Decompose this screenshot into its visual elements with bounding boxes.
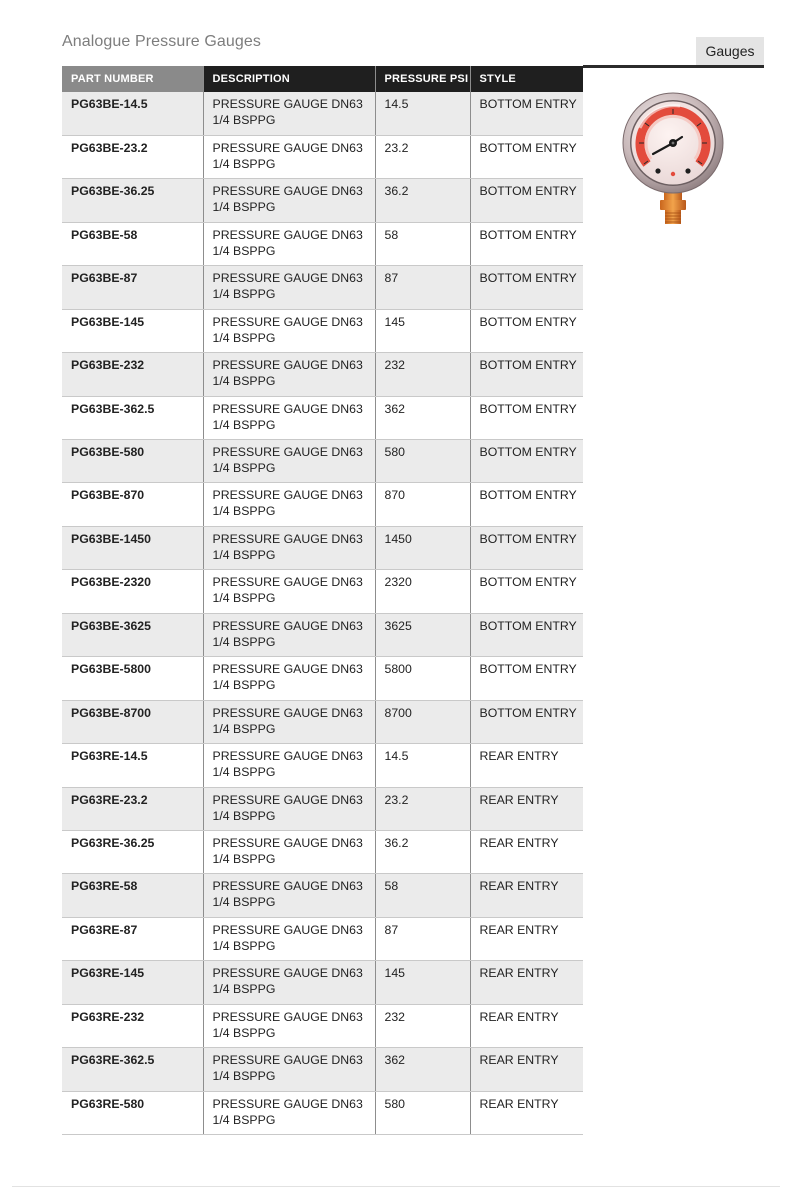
table-row <box>62 700 583 743</box>
description-line-2: 1/4 BSPPG <box>212 461 276 475</box>
table-row <box>62 1091 583 1134</box>
table-row <box>62 613 583 656</box>
table-row <box>62 874 583 917</box>
cell-part-number: PG63BE-232 <box>62 353 203 396</box>
gauge-table <box>62 66 583 1135</box>
column-header-description: DESCRIPTION <box>203 66 375 92</box>
cell-style: BOTTOM ENTRY <box>470 135 583 178</box>
description-line-1: PRESSURE GAUGE DN63 <box>212 531 363 546</box>
cell-style: BOTTOM ENTRY <box>470 483 583 526</box>
cell-description <box>203 1048 375 1091</box>
cell-style: BOTTOM ENTRY <box>470 700 583 743</box>
cell-style: BOTTOM ENTRY <box>470 657 583 700</box>
cell-style: BOTTOM ENTRY <box>470 179 583 222</box>
cell-style: BOTTOM ENTRY <box>470 570 583 613</box>
cell-description <box>203 1091 375 1134</box>
cell-description <box>203 222 375 265</box>
description-line-2: 1/4 BSPPG <box>212 678 276 693</box>
description-line-2: 1/4 BSPPG <box>212 634 276 649</box>
cell-pressure-psi: 2320 <box>375 570 470 613</box>
cell-pressure-psi: 362 <box>375 396 470 439</box>
description-line-2: 1/4 BSPPG <box>212 374 276 389</box>
table-row <box>62 1048 583 1091</box>
cell-part-number: PG63BE-87 <box>62 266 203 309</box>
cell-pressure-psi: 232 <box>375 353 470 396</box>
cell-style: BOTTOM ENTRY <box>470 396 583 439</box>
cell-description <box>203 874 375 917</box>
cell-style: REAR ENTRY <box>470 1004 583 1047</box>
cell-pressure-psi: 870 <box>375 483 470 526</box>
table-row <box>62 961 583 1004</box>
cell-description <box>203 526 375 569</box>
cell-part-number: PG63BE-36.25 <box>62 179 203 222</box>
description-line-2: 1/4 BSPPG <box>212 1025 276 1040</box>
cell-part-number: PG63RE-145 <box>62 961 203 1004</box>
table-row <box>62 526 583 569</box>
description-line-2: 1/4 BSPPG <box>212 851 276 866</box>
cell-pressure-psi: 23.2 <box>375 135 470 178</box>
table-row <box>62 92 583 135</box>
cell-part-number: PG63RE-14.5 <box>62 744 203 787</box>
description-line-1: PRESSURE GAUGE DN63 <box>212 879 363 894</box>
table-row <box>62 440 583 483</box>
description-line-2: 1/4 BSPPG <box>212 591 276 606</box>
cell-style: BOTTOM ENTRY <box>470 266 583 309</box>
cell-description <box>203 396 375 439</box>
cell-part-number: PG63BE-145 <box>62 309 203 352</box>
cell-style: BOTTOM ENTRY <box>470 309 583 352</box>
description-line-2: 1/4 BSPPG <box>212 721 276 736</box>
cell-pressure-psi: 232 <box>375 1004 470 1047</box>
table-row <box>62 353 583 396</box>
cell-pressure-psi: 14.5 <box>375 92 470 135</box>
description-line-2: 1/4 BSPPG <box>212 113 276 127</box>
cell-part-number: PG63BE-3625 <box>62 613 203 656</box>
section-tab-gauges[interactable]: Gauges <box>696 37 764 65</box>
cell-style: REAR ENTRY <box>470 830 583 873</box>
cell-part-number: PG63RE-232 <box>62 1004 203 1047</box>
cell-description <box>203 266 375 309</box>
cell-part-number: PG63BE-58 <box>62 222 203 265</box>
header-divider <box>583 65 764 68</box>
description-line-1: PRESSURE GAUGE DN63 <box>212 227 363 242</box>
cell-part-number: PG63BE-580 <box>62 440 203 483</box>
cell-pressure-psi: 5800 <box>375 657 470 700</box>
cell-style: REAR ENTRY <box>470 1048 583 1091</box>
cell-part-number: PG63BE-23.2 <box>62 135 203 178</box>
description-line-2: 1/4 BSPPG <box>212 243 276 258</box>
description-line-2: 1/4 BSPPG <box>212 982 276 997</box>
page-title: Analogue Pressure Gauges <box>62 33 261 50</box>
cell-description <box>203 917 375 960</box>
cell-description <box>203 613 375 656</box>
description-line-1: PRESSURE GAUGE DN63 <box>212 749 363 764</box>
description-line-1: PRESSURE GAUGE DN63 <box>212 1009 363 1024</box>
table-row <box>62 396 583 439</box>
description-line-2: 1/4 BSPPG <box>212 200 276 215</box>
cell-style: REAR ENTRY <box>470 961 583 1004</box>
cell-part-number: PG63RE-58 <box>62 874 203 917</box>
description-line-1: PRESSURE GAUGE DN63 <box>212 358 363 373</box>
table-row <box>62 744 583 787</box>
cell-style: REAR ENTRY <box>470 744 583 787</box>
cell-description <box>203 309 375 352</box>
description-line-2: 1/4 BSPPG <box>212 156 276 171</box>
description-line-2: 1/4 BSPPG <box>212 547 276 562</box>
cell-style: BOTTOM ENTRY <box>470 613 583 656</box>
table-row <box>62 657 583 700</box>
description-line-1: PRESSURE GAUGE DN63 <box>212 922 363 937</box>
description-line-1: PRESSURE GAUGE DN63 <box>212 271 363 286</box>
description-line-2: 1/4 BSPPG <box>212 287 276 302</box>
description-line-2: 1/4 BSPPG <box>212 895 276 910</box>
cell-pressure-psi: 36.2 <box>375 179 470 222</box>
cell-description <box>203 570 375 613</box>
cell-description <box>203 744 375 787</box>
cell-part-number: PG63BE-870 <box>62 483 203 526</box>
cell-style: BOTTOM ENTRY <box>470 440 583 483</box>
description-line-1: PRESSURE GAUGE DN63 <box>212 488 363 503</box>
pressure-gauge-icon <box>620 92 726 228</box>
cell-part-number: PG63RE-362.5 <box>62 1048 203 1091</box>
table-row <box>62 917 583 960</box>
cell-style: REAR ENTRY <box>470 1091 583 1134</box>
description-line-2: 1/4 BSPPG <box>212 808 276 823</box>
table-header-row <box>62 66 583 92</box>
table-row <box>62 135 583 178</box>
description-line-1: PRESSURE GAUGE DN63 <box>212 314 363 329</box>
cell-description <box>203 700 375 743</box>
cell-pressure-psi: 145 <box>375 961 470 1004</box>
table-row <box>62 1004 583 1047</box>
cell-style: REAR ENTRY <box>470 787 583 830</box>
description-line-2: 1/4 BSPPG <box>212 1069 276 1084</box>
description-line-1: PRESSURE GAUGE DN63 <box>212 1096 363 1111</box>
description-line-1: PRESSURE GAUGE DN63 <box>212 662 363 677</box>
footer-divider <box>12 1186 780 1187</box>
cell-description <box>203 1004 375 1047</box>
description-line-2: 1/4 BSPPG <box>212 417 276 432</box>
cell-pressure-psi: 145 <box>375 309 470 352</box>
column-header-style: STYLE <box>470 66 583 92</box>
cell-style: BOTTOM ENTRY <box>470 222 583 265</box>
table-row <box>62 570 583 613</box>
cell-pressure-psi: 362 <box>375 1048 470 1091</box>
description-line-1: PRESSURE GAUGE DN63 <box>212 401 363 416</box>
cell-description <box>203 657 375 700</box>
cell-description <box>203 353 375 396</box>
cell-style: REAR ENTRY <box>470 874 583 917</box>
description-line-2: 1/4 BSPPG <box>212 330 276 345</box>
cell-pressure-psi: 580 <box>375 440 470 483</box>
cell-part-number: PG63BE-8700 <box>62 700 203 743</box>
cell-part-number: PG63BE-2320 <box>62 570 203 613</box>
cell-pressure-psi: 58 <box>375 874 470 917</box>
cell-style: BOTTOM ENTRY <box>470 92 583 135</box>
cell-part-number: PG63BE-5800 <box>62 657 203 700</box>
cell-pressure-psi: 87 <box>375 266 470 309</box>
cell-part-number: PG63RE-87 <box>62 917 203 960</box>
description-line-1: PRESSURE GAUGE DN63 <box>212 445 363 459</box>
table-row <box>62 483 583 526</box>
cell-pressure-psi: 580 <box>375 1091 470 1134</box>
description-line-2: 1/4 BSPPG <box>212 938 276 953</box>
description-line-1: PRESSURE GAUGE DN63 <box>212 835 363 850</box>
description-line-1: PRESSURE GAUGE DN63 <box>212 966 363 981</box>
description-line-1: PRESSURE GAUGE DN63 <box>212 618 363 633</box>
description-line-2: 1/4 BSPPG <box>212 765 276 780</box>
cell-pressure-psi: 8700 <box>375 700 470 743</box>
cell-description <box>203 179 375 222</box>
table-row <box>62 179 583 222</box>
description-line-1: PRESSURE GAUGE DN63 <box>212 184 363 199</box>
cell-style: REAR ENTRY <box>470 917 583 960</box>
cell-pressure-psi: 1450 <box>375 526 470 569</box>
description-line-1: PRESSURE GAUGE DN63 <box>212 792 363 807</box>
cell-description <box>203 787 375 830</box>
table-row <box>62 266 583 309</box>
table-row <box>62 787 583 830</box>
table-row <box>62 830 583 873</box>
cell-description <box>203 135 375 178</box>
cell-description <box>203 961 375 1004</box>
column-header-part-number: PART NUMBER <box>62 66 203 92</box>
description-line-2: 1/4 BSPPG <box>212 1112 276 1127</box>
description-line-1: PRESSURE GAUGE DN63 <box>212 575 363 590</box>
cell-style: BOTTOM ENTRY <box>470 353 583 396</box>
cell-part-number: PG63RE-23.2 <box>62 787 203 830</box>
cell-description <box>203 483 375 526</box>
description-line-1: PRESSURE GAUGE DN63 <box>212 705 363 720</box>
cell-description <box>203 92 375 135</box>
cell-style: BOTTOM ENTRY <box>470 526 583 569</box>
cell-pressure-psi: 87 <box>375 917 470 960</box>
cell-description <box>203 440 375 483</box>
cell-pressure-psi: 23.2 <box>375 787 470 830</box>
description-line-1: PRESSURE GAUGE DN63 <box>212 97 363 111</box>
description-line-1: PRESSURE GAUGE DN63 <box>212 140 363 155</box>
cell-description <box>203 830 375 873</box>
description-line-1: PRESSURE GAUGE DN63 <box>212 1053 363 1068</box>
table-body <box>62 92 583 1135</box>
cell-pressure-psi: 14.5 <box>375 744 470 787</box>
cell-part-number: PG63BE-1450 <box>62 526 203 569</box>
cell-part-number: PG63RE-36.25 <box>62 830 203 873</box>
column-header-pressure-psi: PRESSURE PSI <box>375 66 470 92</box>
cell-part-number: PG63BE-362.5 <box>62 396 203 439</box>
cell-part-number: PG63RE-580 <box>62 1091 203 1134</box>
table-row <box>62 222 583 265</box>
cell-pressure-psi: 3625 <box>375 613 470 656</box>
cell-pressure-psi: 36.2 <box>375 830 470 873</box>
description-line-2: 1/4 BSPPG <box>212 504 276 519</box>
table-row <box>62 309 583 352</box>
cell-pressure-psi: 58 <box>375 222 470 265</box>
cell-part-number: PG63BE-14.5 <box>62 92 203 135</box>
